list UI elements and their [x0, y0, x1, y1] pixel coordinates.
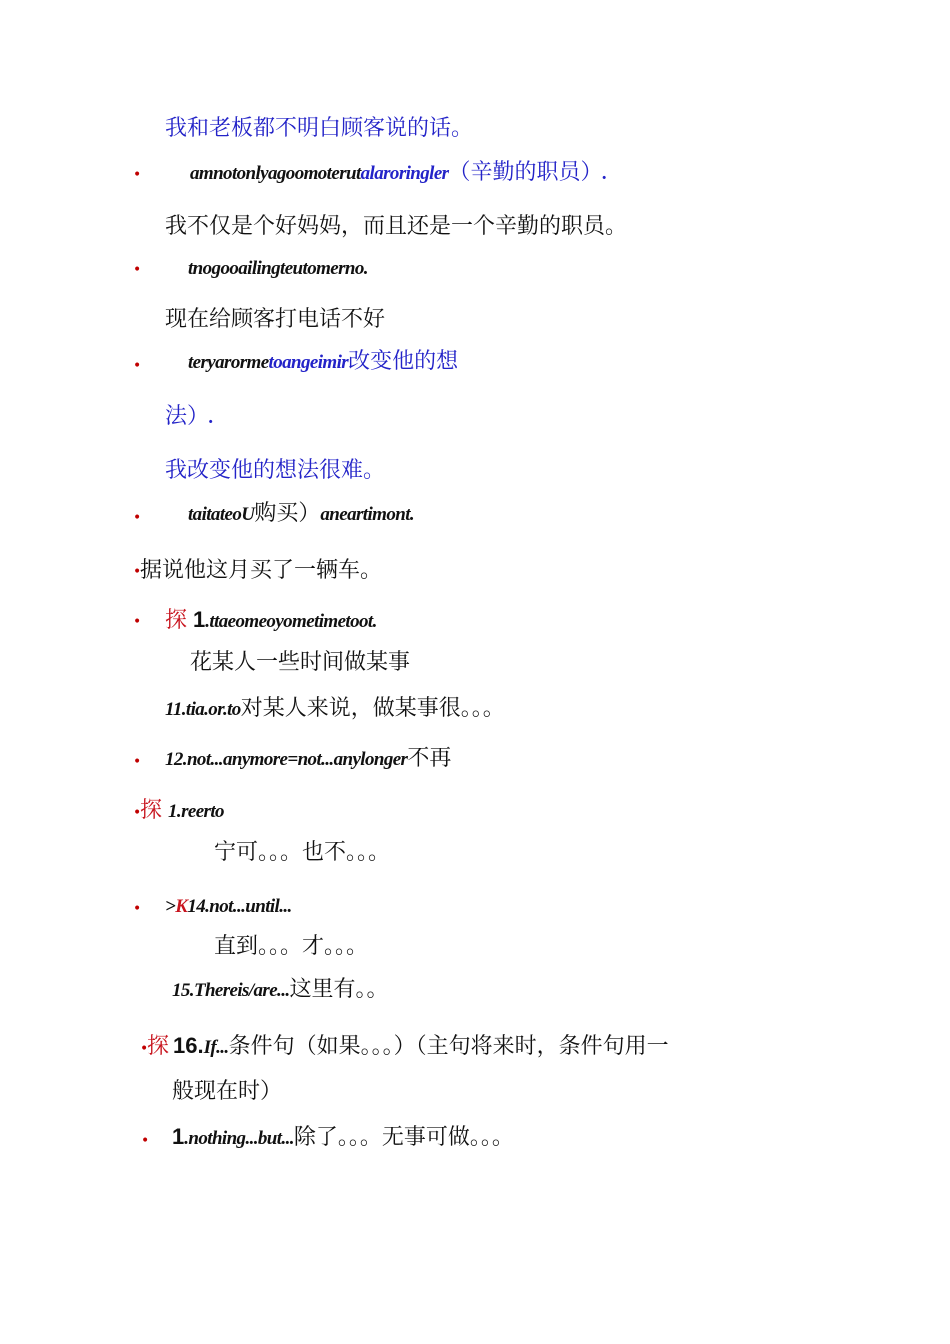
text-line	[165, 891, 292, 922]
chinese-text: 法）	[165, 404, 210, 429]
text-line	[165, 212, 627, 242]
text-line	[140, 796, 224, 827]
chinese-text: 条件句（如果。。。）（主句将来时，条件句用一	[228, 1034, 669, 1059]
bullet: •	[133, 564, 142, 580]
marker-text: K	[175, 896, 188, 917]
text-line	[188, 499, 414, 530]
chinese-text: 对某人来说，做某事很。。。	[240, 696, 505, 721]
chinese-text: 除了。。。无事可做。。。	[293, 1125, 514, 1150]
text-line	[165, 305, 385, 335]
english-text: >	[165, 896, 176, 917]
text-line	[172, 1077, 282, 1107]
marker-text: 探	[165, 608, 188, 633]
text-line	[165, 605, 377, 637]
chinese-text: （辛勤的职员）	[448, 160, 603, 185]
text-line	[165, 456, 385, 486]
english-text: 11.tia.or.to	[165, 699, 241, 720]
chinese-text: 购买）	[254, 501, 321, 526]
chinese-text: 现在给顾客打电话不好	[165, 307, 386, 332]
english-text: .ttaeomeoyometimetoot.	[205, 611, 377, 632]
chinese-text: 改变他的想	[348, 349, 459, 374]
text-line	[188, 253, 368, 284]
marker-text: 探	[140, 798, 163, 823]
chinese-text: 这里有。。	[289, 977, 389, 1002]
english-text: aneartimont.	[320, 504, 415, 525]
bullet: •	[141, 1133, 150, 1149]
english-text: 15.Thereis/are...	[172, 980, 290, 1001]
bullet: •	[133, 358, 142, 374]
chinese-text: 般现在时）	[172, 1079, 283, 1104]
english-text: amnotonlyagoomoterut	[190, 163, 361, 184]
english-text: If...	[203, 1037, 229, 1058]
chinese-text: 我不仅是个好妈妈，而且还是一个辛勤的职员。	[165, 214, 628, 239]
text-line	[172, 975, 389, 1006]
english-text: teryarorme	[188, 352, 269, 373]
text-line	[165, 114, 473, 144]
chinese-text: 宁可。。。也不。。。	[214, 840, 391, 865]
item-number: 16.	[173, 1033, 204, 1058]
period: .	[602, 163, 607, 184]
english-text: 14.not...until...	[187, 896, 292, 917]
item-number: 1	[193, 607, 206, 632]
bullet: •	[133, 805, 142, 821]
english-text: toangeimir	[268, 352, 349, 373]
bullet: •	[133, 754, 142, 770]
chinese-text: 据说他这月买了一辆车。	[140, 558, 383, 583]
text-line	[190, 158, 607, 189]
english-text: alaroringler	[360, 163, 449, 184]
bullet: •	[133, 614, 142, 630]
text-line	[140, 556, 382, 586]
period: .	[209, 407, 214, 428]
text-line	[172, 1122, 514, 1154]
english-text: .nothing...but...	[184, 1128, 294, 1149]
chinese-text: 不再	[407, 746, 452, 771]
bullet: •	[133, 901, 142, 917]
text-line	[188, 347, 458, 378]
english-text: 1.reerto	[168, 801, 224, 822]
chinese-text: 我和老板都不明白顾客说的话。	[165, 116, 474, 141]
text-line	[214, 838, 390, 868]
bullet: •	[133, 262, 142, 278]
english-text: taitateoU	[188, 504, 255, 525]
text-line	[190, 648, 410, 678]
text-line	[165, 402, 213, 433]
text-line	[147, 1031, 669, 1063]
bullet: •	[133, 167, 142, 183]
marker-text: 探	[147, 1034, 170, 1059]
bullet: •	[133, 510, 142, 526]
text-line	[214, 932, 368, 962]
text-line	[165, 744, 451, 775]
text-line	[165, 694, 505, 725]
english-text: 12.not...anymore=not...anylonger	[165, 749, 408, 770]
chinese-text: 我改变他的想法很难。	[165, 458, 386, 483]
item-number: 1	[172, 1124, 185, 1149]
chinese-text: 直到。。。才。。。	[214, 934, 369, 959]
english-text: tnogooailingteutomerno.	[188, 258, 368, 279]
chinese-text: 花某人一些时间做某事	[190, 650, 411, 675]
bullet: •	[140, 1041, 149, 1057]
